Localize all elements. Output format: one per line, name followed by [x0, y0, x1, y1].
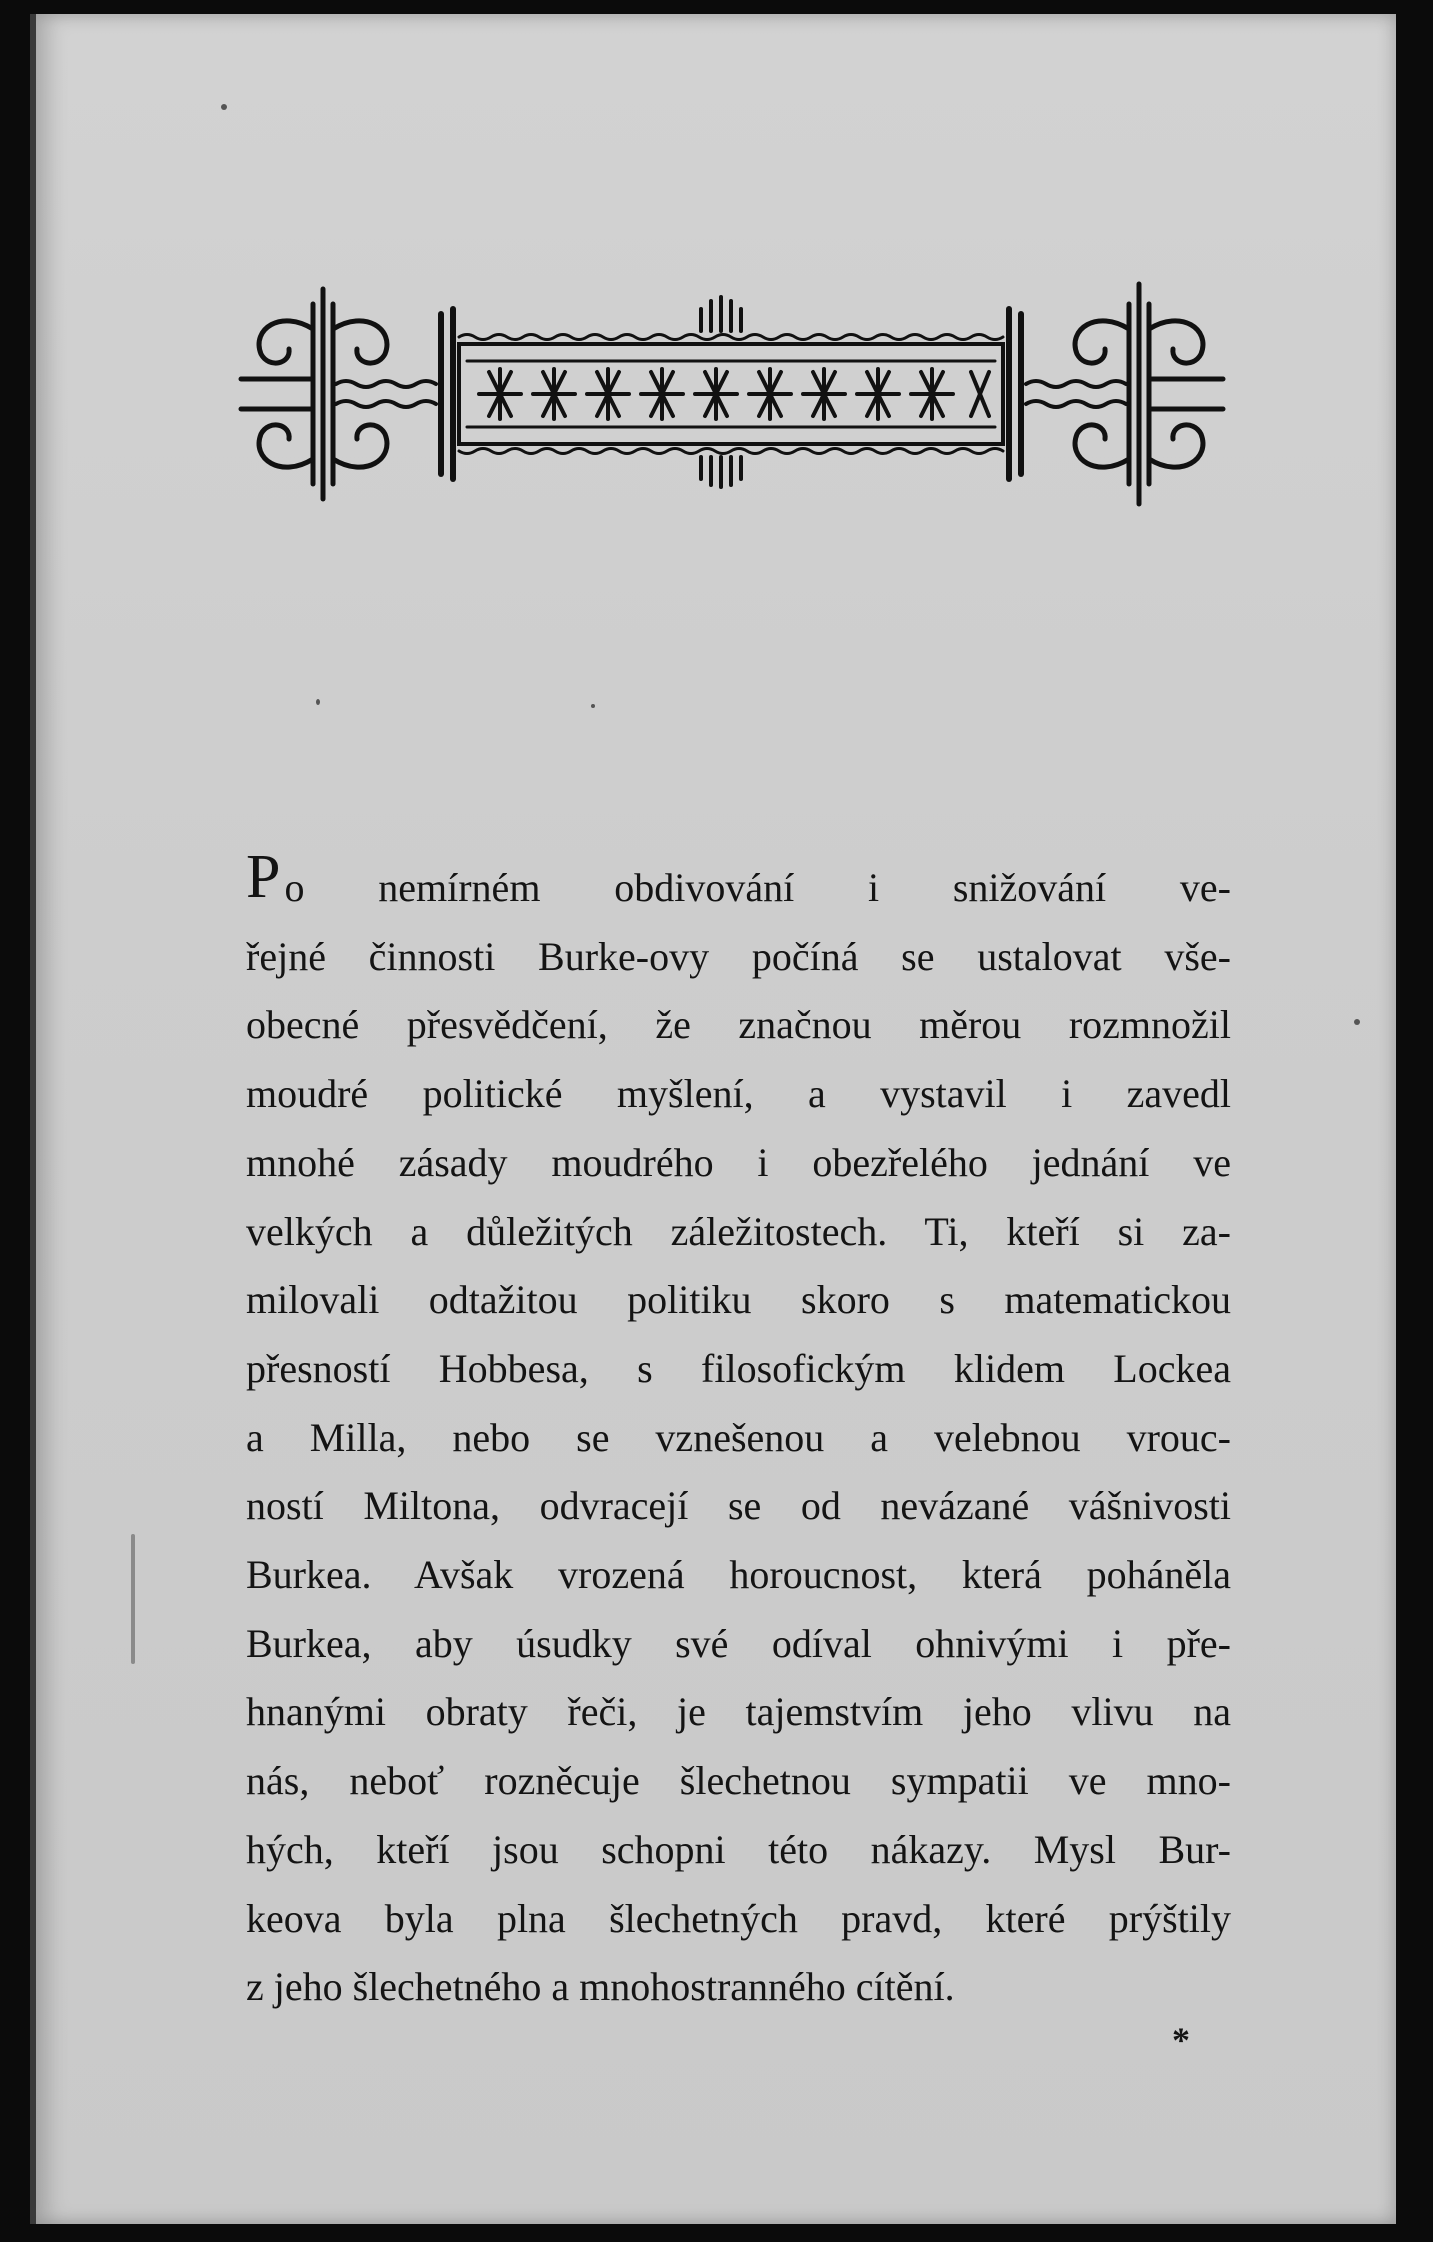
text-line: z jeho šlechetného a mnohostranného cítění. — [246, 1964, 955, 2010]
text-line: mnohé zásady moudrého i obezřelého jednání ve — [246, 1139, 1231, 1185]
text-line: hých, kteří jsou schopni této nákazy. Mysl Bur- — [246, 1826, 1231, 1872]
scratch — [131, 1534, 135, 1664]
text-line: milovali odtažitou politiku skoro s matematickou — [246, 1277, 1231, 1323]
text-line: Burkea, aby úsudky své odíval ohnivými i pře- — [246, 1620, 1231, 1666]
book-page — [30, 14, 1396, 2224]
speck — [1354, 1019, 1360, 1025]
decorative-headpiece-icon — [231, 269, 1231, 519]
text-line: ností Miltona, odvracejí se od nevázané vášnivosti — [246, 1483, 1231, 1529]
text-line: hnanými obraty řeči, je tajemstvím jeho vlivu na — [246, 1689, 1231, 1735]
text-line: přesností Hobbesa, s filosofickým klidem Lockea — [246, 1345, 1231, 1391]
text-line: obecné přesvědčení, že značnou měrou rozmnožil — [246, 1002, 1231, 1048]
end-mark: * — [1172, 2020, 1190, 2060]
text-line: a Milla, nebo se vznešenou a velebnou vrouc- — [246, 1414, 1231, 1460]
drop-cap: P — [246, 843, 281, 911]
text-line-content: o nemírném obdivování i snižování ve- — [284, 865, 1231, 910]
text-line: řejné činnosti Burke-ovy počíná se ustalovat vše- — [246, 933, 1231, 979]
text-line: Burkea. Avšak vrozená horoucnost, která poháněla — [246, 1552, 1231, 1598]
text-line: moudré politické myšlení, a vystavil i zavedl — [246, 1071, 1231, 1117]
text-line: velkých a důležitých záležitostech. Ti, kteří si za- — [246, 1208, 1231, 1254]
speck — [221, 104, 227, 110]
speck — [316, 699, 320, 705]
text-line — [246, 843, 1231, 923]
speck — [591, 704, 595, 708]
text-line: keova byla plna šlechetných pravd, které prýštily — [246, 1895, 1231, 1941]
text-line: nás, neboť rozněcuje šlechetnou sympatii ve mno- — [246, 1758, 1231, 1804]
body-paragraph — [246, 843, 1231, 2022]
